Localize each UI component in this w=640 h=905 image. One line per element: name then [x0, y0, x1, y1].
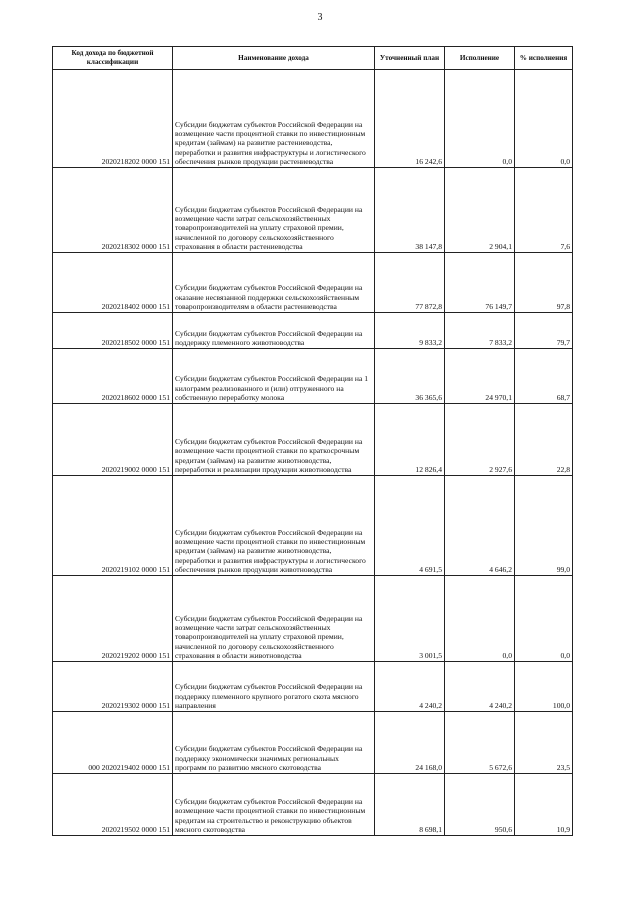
row-name: Субсидии бюджетам субъектов Российской Федерации на поддержку экономически значимых региональных программ по развитию мясного скотоводства [173, 712, 375, 774]
table-row [53, 712, 573, 774]
row-name: Субсидии бюджетам субъектов Российской Федерации на 1 килограмм реализованного и (или) отгруженного на собственную переработку молока [173, 349, 375, 404]
row-name: Субсидии бюджетам субъектов Российской Федерации на возмещение части процентной ставки по инвестиционным кредитам (займам) на развитие животноводства, переработки и развития инфраструктуры и логистического обеспечения рынков продукции животноводства [173, 476, 375, 576]
header-pct: % исполнения [515, 47, 573, 70]
row-pct: 100,0 [515, 662, 573, 712]
row-pct: 0,0 [515, 576, 573, 662]
row-plan: 38 147,8 [375, 168, 445, 253]
row-code: 2020218302 0000 151 [53, 168, 173, 253]
row-name: Субсидии бюджетам субъектов Российской Федерации на поддержку племенного крупного рогатого скота мясного направления [173, 662, 375, 712]
revenue-table [52, 46, 573, 836]
row-name: Субсидии бюджетам субъектов Российской Федерации на возмещение части процентной ставки по инвестиционным кредитам (займам) на развитие растениеводства, переработки и развития инфраструктуры и логистического обеспечения рынков продукции растениеводства [173, 70, 375, 168]
row-plan: 9 833,2 [375, 313, 445, 349]
row-name: Субсидии бюджетам субъектов Российской Федерации на поддержку племенного животноводства [173, 313, 375, 349]
table-row [53, 349, 573, 404]
row-plan: 77 872,8 [375, 253, 445, 313]
table-header-row [53, 47, 573, 70]
row-pct: 68,7 [515, 349, 573, 404]
row-code: 2020219002 0000 151 [53, 404, 173, 476]
table-row [53, 774, 573, 836]
row-name: Субсидии бюджетам субъектов Российской Федерации на возмещение части затрат сельскохозяйственных товаропроизводителей на уплату страховой премии, начисленной по договору сельскохозяйственного страхования в области животноводства [173, 576, 375, 662]
row-name: Субсидии бюджетам субъектов Российской Федерации на возмещение части процентной ставки по инвестиционным кредитам на строительство и реконструкцию объектов мясного скотоводства [173, 774, 375, 836]
row-plan: 16 242,6 [375, 70, 445, 168]
row-code: 2020219302 0000 151 [53, 662, 173, 712]
header-plan: Уточненный план [375, 47, 445, 70]
row-code: 2020219102 0000 151 [53, 476, 173, 576]
row-plan: 4 240,2 [375, 662, 445, 712]
table-row [53, 70, 573, 168]
row-exec: 4 646,2 [445, 476, 515, 576]
row-pct: 10,9 [515, 774, 573, 836]
row-name: Субсидии бюджетам субъектов Российской Федерации на оказание несвязанной поддержки сельскохозяйственным товаропроизводителям в области растениеводства [173, 253, 375, 313]
table-row [53, 404, 573, 476]
row-exec: 0,0 [445, 70, 515, 168]
table-row [53, 576, 573, 662]
row-plan: 24 168,0 [375, 712, 445, 774]
row-code: 2020218402 0000 151 [53, 253, 173, 313]
row-code: 2020218602 0000 151 [53, 349, 173, 404]
table-row [53, 253, 573, 313]
row-code: 000 2020219402 0000 151 [53, 712, 173, 774]
row-name: Субсидии бюджетам субъектов Российской Федерации на возмещение части затрат сельскохозяйственных товаропроизводителей на уплату страховой премии, начисленной по договору сельскохозяйственного страхования в области растениеводства [173, 168, 375, 253]
row-plan: 3 001,5 [375, 576, 445, 662]
table-row [53, 313, 573, 349]
page-number: 3 [317, 12, 323, 23]
row-plan: 36 365,6 [375, 349, 445, 404]
row-pct: 97,8 [515, 253, 573, 313]
row-exec: 24 970,1 [445, 349, 515, 404]
table-row [53, 168, 573, 253]
row-pct: 99,0 [515, 476, 573, 576]
row-code: 2020219502 0000 151 [53, 774, 173, 836]
row-pct: 0,0 [515, 70, 573, 168]
row-code: 2020219202 0000 151 [53, 576, 173, 662]
table-row [53, 662, 573, 712]
row-pct: 7,6 [515, 168, 573, 253]
row-exec: 4 240,2 [445, 662, 515, 712]
row-pct: 23,5 [515, 712, 573, 774]
row-pct: 79,7 [515, 313, 573, 349]
row-plan: 12 826,4 [375, 404, 445, 476]
row-code: 2020218502 0000 151 [53, 313, 173, 349]
row-code: 2020218202 0000 151 [53, 70, 173, 168]
table-row [53, 476, 573, 576]
row-pct: 22,8 [515, 404, 573, 476]
row-plan: 8 698,1 [375, 774, 445, 836]
row-exec: 76 149,7 [445, 253, 515, 313]
row-name: Субсидии бюджетам субъектов Российской Федерации на возмещение части процентной ставки по краткосрочным кредитам (займам) на развитие животноводства, переработки и реализации продукции животноводства [173, 404, 375, 476]
row-exec: 7 833,2 [445, 313, 515, 349]
header-code: Код дохода по бюджетной классификации [53, 47, 173, 70]
header-exec: Исполнение [445, 47, 515, 70]
row-plan: 4 691,5 [375, 476, 445, 576]
row-exec: 950,6 [445, 774, 515, 836]
row-exec: 2 927,6 [445, 404, 515, 476]
row-exec: 0,0 [445, 576, 515, 662]
row-exec: 2 904,1 [445, 168, 515, 253]
header-name: Наименование дохода [173, 47, 375, 70]
row-exec: 5 672,6 [445, 712, 515, 774]
